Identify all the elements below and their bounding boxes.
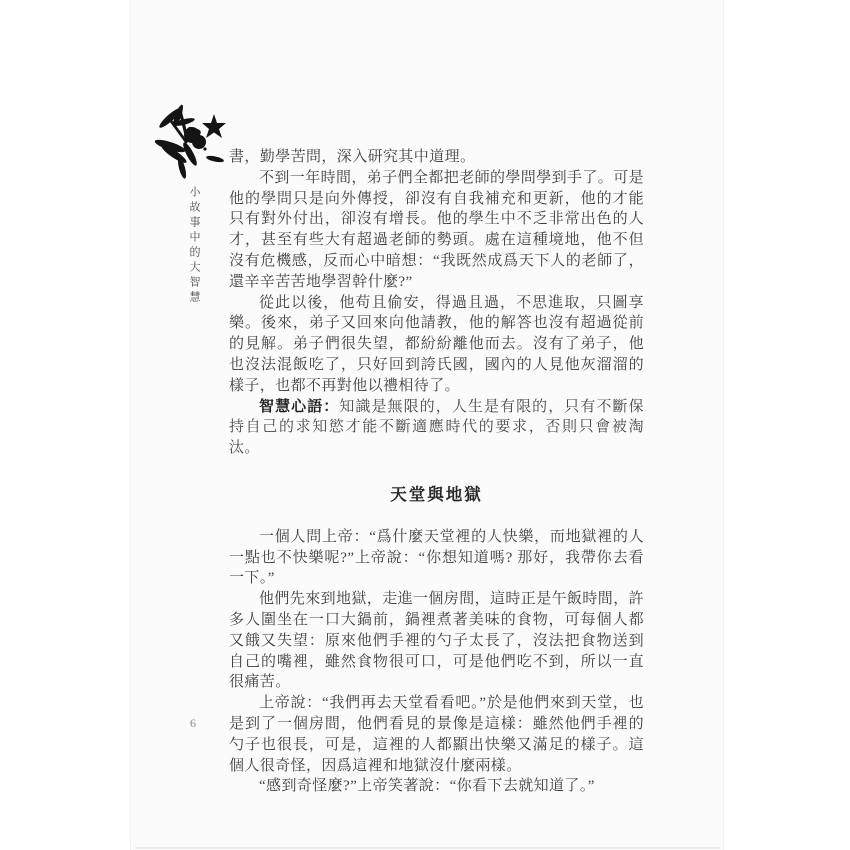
- wisdom-text: 知識是無限的，人生是有限的，只有不斷保持自己的求知慾才能不斷適應時代的要求，否則只會被淘汰。: [229, 398, 644, 457]
- book-page: [130, 0, 724, 850]
- paragraph: 一個人問上帝：“爲什麼天堂裡的人快樂，而地獄裡的人一點也不快樂呢?”上帝說：“你想知道嗎? 那好，我帶你去看一下。”: [229, 528, 644, 587]
- plant-brush-logo-icon: [148, 102, 234, 188]
- wisdom-paragraph: [229, 397, 644, 459]
- wisdom-label: 智慧心語：: [259, 398, 340, 415]
- paragraph-continuation: 書，勤學苦問，深入研究其中道理。: [229, 149, 476, 165]
- scan-edge-shadow: [135, 847, 720, 849]
- paragraph: “感到奇怪麼?”上帝笑著說：“你看下去就知道了。”: [259, 778, 595, 795]
- text-column: [229, 147, 644, 797]
- book-series-title: 小故事中的大智慧: [188, 186, 200, 306]
- page-number: 6: [190, 716, 196, 730]
- story-title: 天堂與地獄: [390, 484, 483, 504]
- paragraph: 不到一年時間，弟子們全都把老師的學問學到手了。可是他的學問只是向外傳授，卻沒有自我補充和更新，他的才能只有對外付出，卻沒有增長。他的學生中不乏非常出色的人才，甚至有些大有超過老師的勢頭。處在這種境地，他不但沒有危機感，反而心中暗想：“我既然成爲天下人的老師了，還辛辛苦苦地學習幹什麼?”: [229, 169, 645, 290]
- paragraph: 上帝說：“我們再去天堂看看吧。”於是他們來到天堂，也是到了一個房間，他們看見的景像是這樣：雖然他們手裡的勺子也很長，可是，這裡的人都顯出快樂又滿足的樣子。這個人很奇怪，因爲這裡和地獄沒什麼兩樣。: [229, 695, 644, 774]
- paragraph: 他們先來到地獄，走進一個房間，這時正是午飯時間，許多人圍坐在一口大鍋前，鍋裡煮著美味的食物，可每個人都又餓又失望：原來他們手裡的勺子太長了，沒法把食物送到自己的嘴裡，雖然食物很可口，可是他們吃不到，所以一直很痛苦。: [229, 591, 645, 691]
- paragraph: 從此以後，他苟且偷安，得過且過，不思進取，只圖享樂。後來，弟子又回來向他請教，他的解答也沒有超過從前的見解。弟子們很失望，都紛紛離他而去。沒有了弟子，他也沒法混飯吃了，只好回到誇氏國，國內的人見他灰溜溜的樣子，也都不再對他以禮相待了。: [229, 294, 644, 394]
